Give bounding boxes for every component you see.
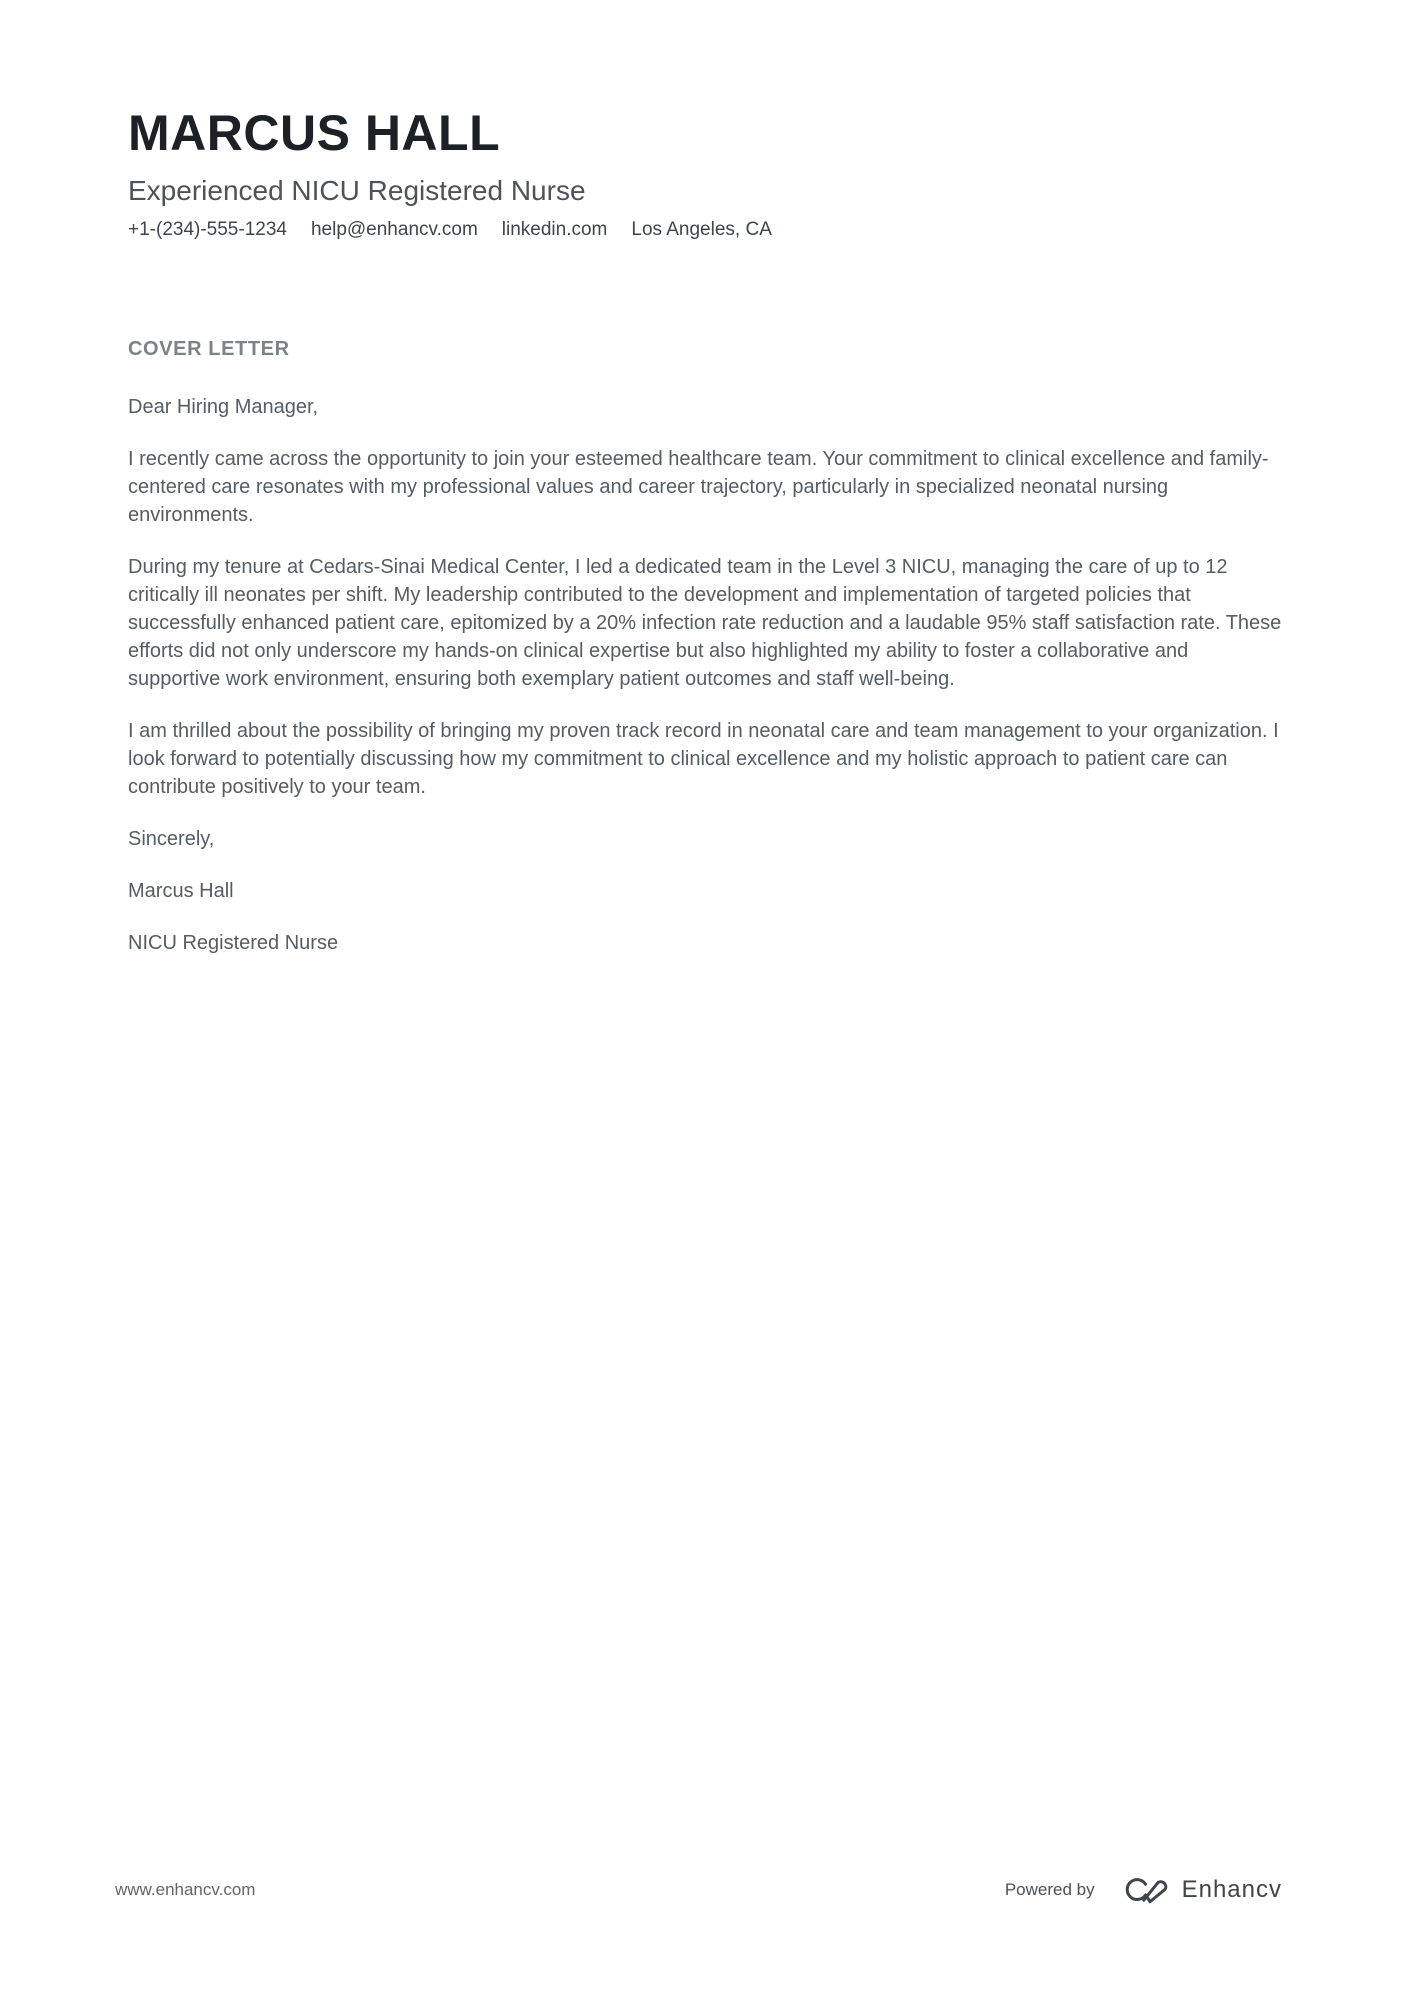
paragraph: I recently came across the opportunity to join your esteemed healthcare team. Your commitment to clinical excellence and family-centered care resonates with my professional values and career trajectory, particularly in specialized neonatal nursing environments. [128, 448, 1269, 526]
signature-name: Marcus Hall [128, 880, 234, 902]
contact-phone: +1-(234)-555-1234 [128, 219, 287, 240]
enhancv-logo-icon [1121, 1874, 1171, 1906]
contact-linkedin[interactable]: linkedin.com [501, 219, 608, 240]
powered-by-enhancv[interactable] [1005, 1874, 1282, 1906]
contact-info-row [128, 217, 1282, 243]
document-header [128, 106, 1282, 243]
signature-title: NICU Registered Nurse [128, 932, 339, 954]
paragraph: During my tenure at Cedars-Sinai Medical Center, I led a dedicated team in the Level 3 NICU, managing the care of up to 12 critically ill neonates per shift. My leadership contributed to the development and implementation of targeted policies that successfully enhanced patient care, epitomized by a 20% infection rate reduction and a laudable 95% staff satisfaction rate. These efforts did not only underscore my hands-on clinical expertise but also highlighted my ability to foster a collaborative and supportive work environment, ensuring both exemplary patient outcomes and staff well-being. [128, 556, 1282, 690]
salutation: Dear Hiring Manager, [128, 396, 319, 418]
contact-email[interactable]: help@enhancv.com [310, 219, 478, 240]
cover-letter-body [128, 335, 1282, 957]
closing: Sincerely, [128, 828, 215, 850]
paragraph: I am thrilled about the possibility of bringing my proven track record in neonatal care and team management to your organization. I look forward to potentially discussing how my commitment to clinical excellence and my holistic approach to patient care can contribute positively to your team. [128, 720, 1279, 798]
person-name: MARCUS HALL [128, 105, 501, 161]
person-job-title: Experienced NICU Registered Nurse [128, 175, 586, 206]
enhancv-wordmark: Enhancv [1181, 1876, 1282, 1903]
page-footer [0, 1872, 1410, 1908]
website-link: www.enhancv.com [115, 1880, 256, 1899]
contact-location: Los Angeles, CA [631, 219, 772, 240]
section-label: COVER LETTER [128, 338, 290, 360]
powered-by-label: Powered by [1004, 1880, 1095, 1899]
